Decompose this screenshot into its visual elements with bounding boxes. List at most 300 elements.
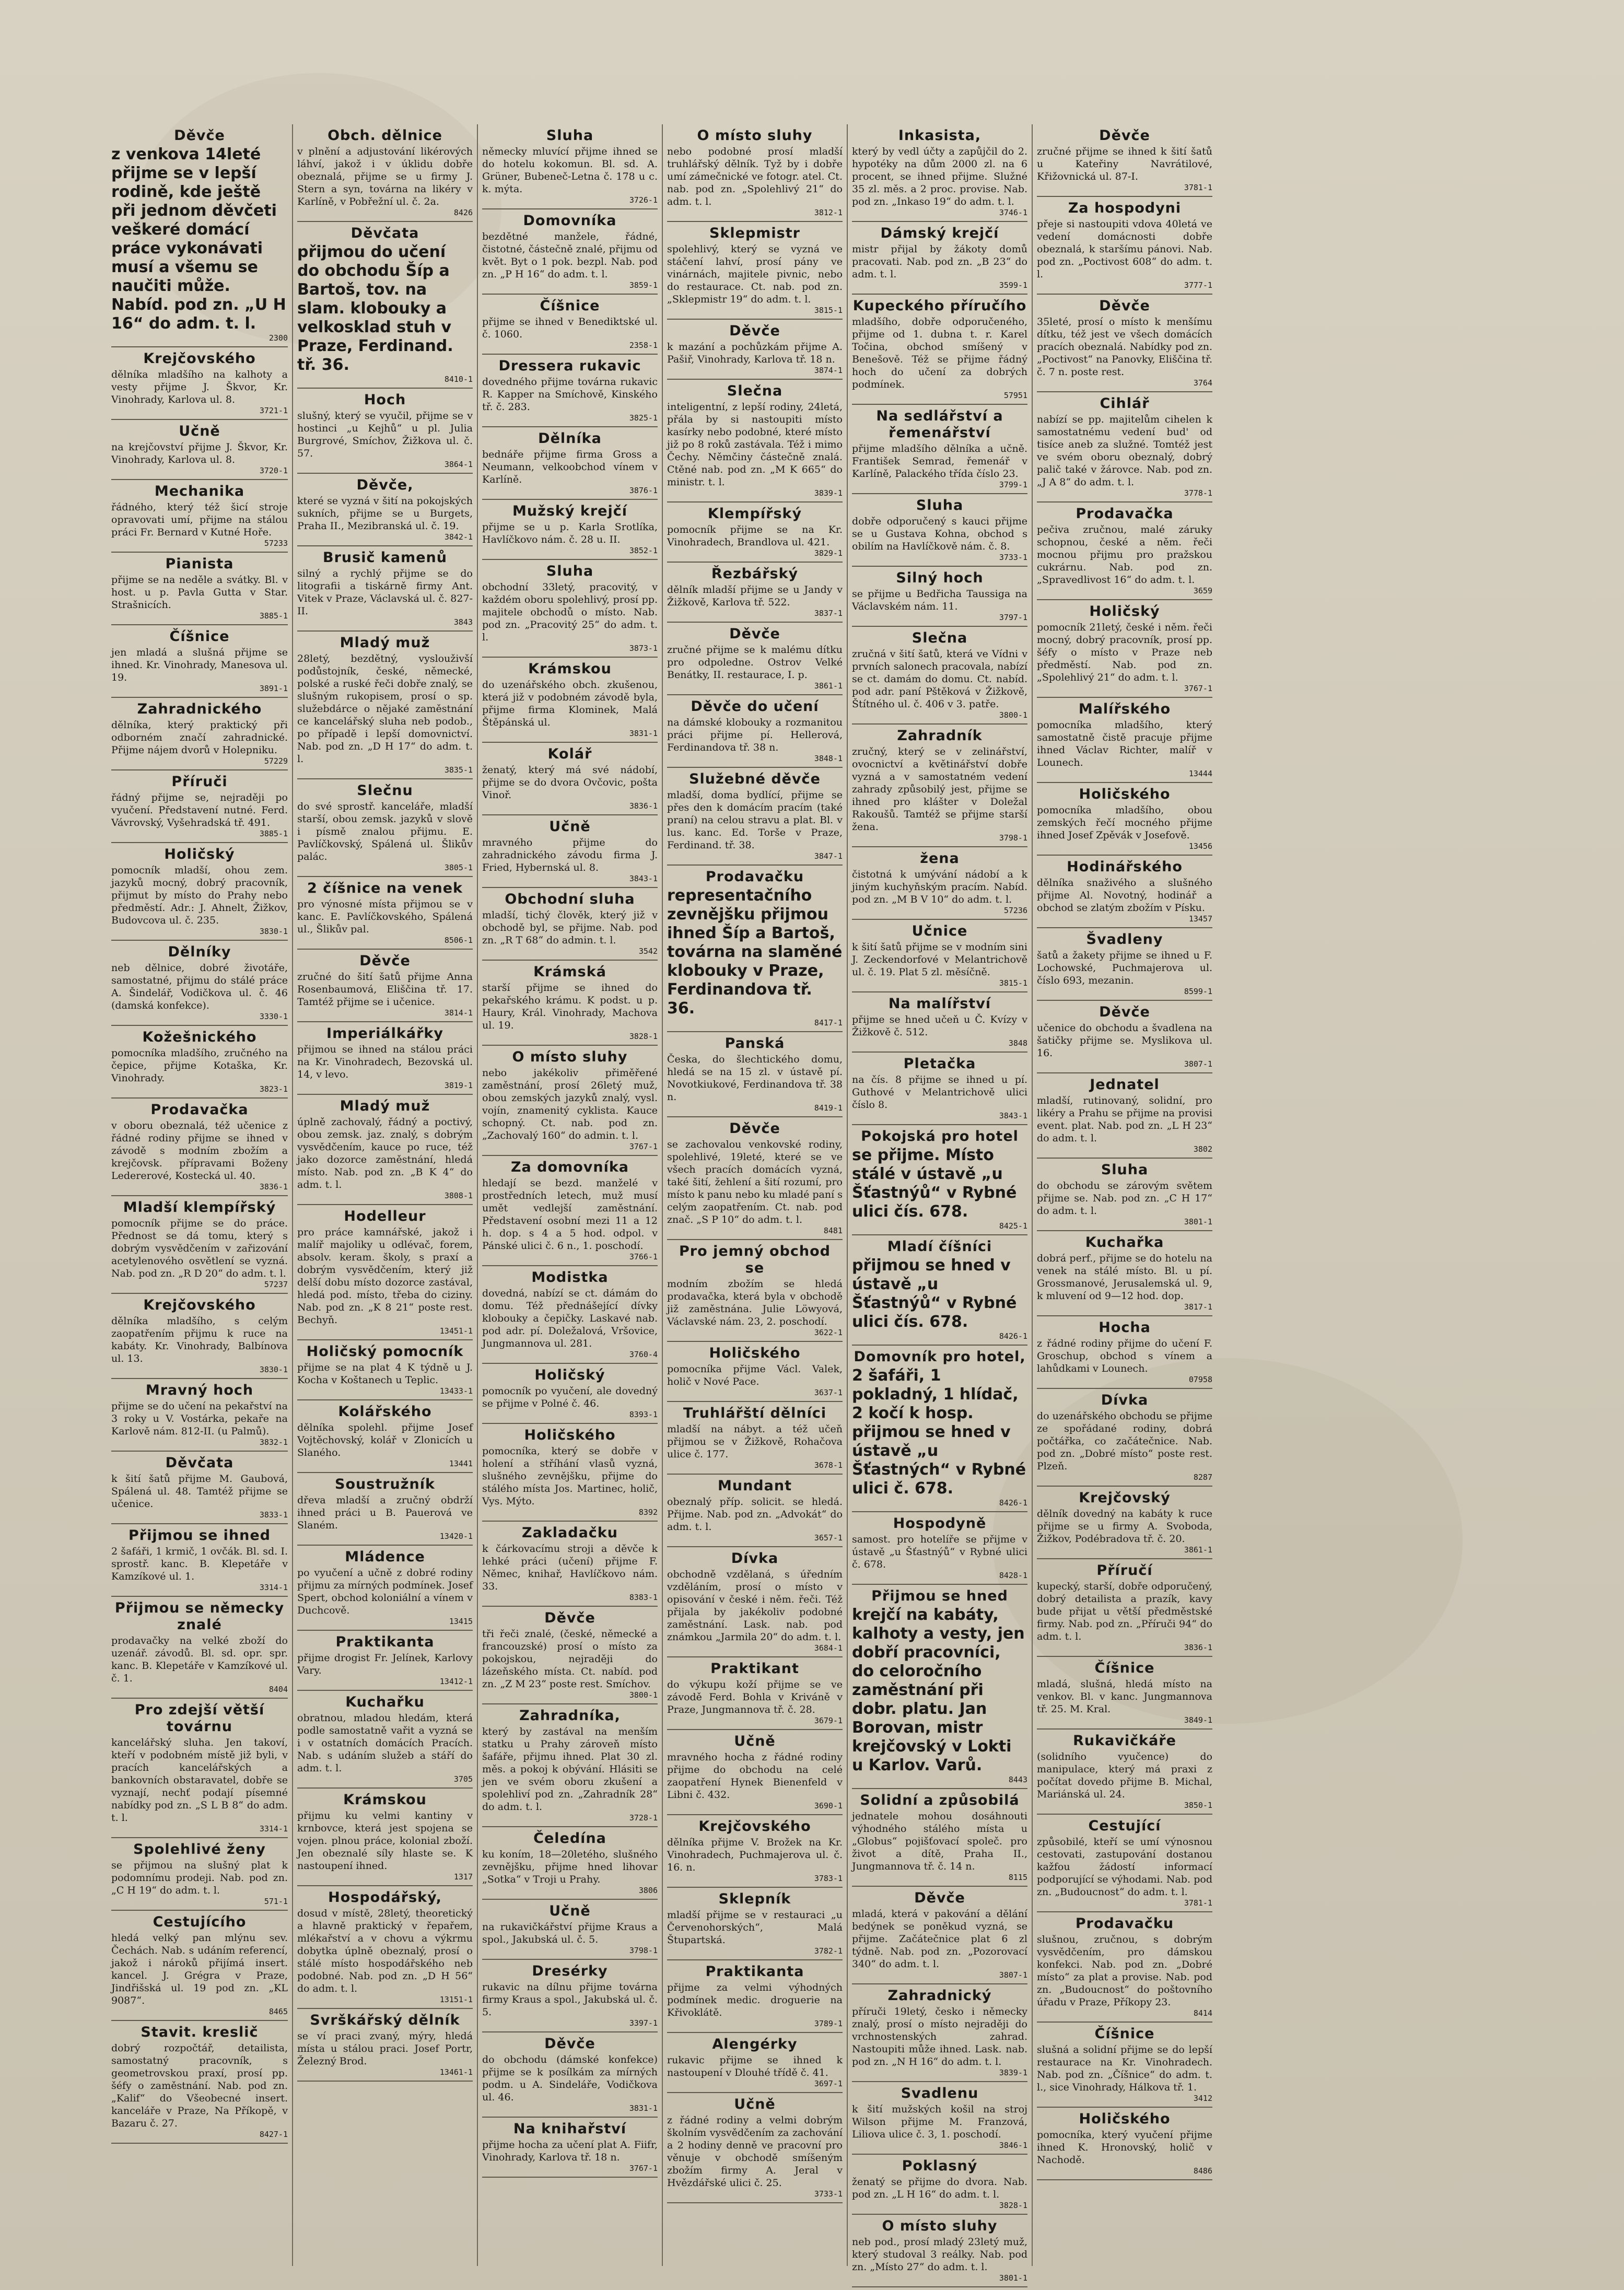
ad-code: 3733-1 [814,2189,843,2199]
ad-heading: Dělníky [168,944,231,960]
classified-ad [1037,1912,1212,2023]
ad-code: 3782-1 [814,1946,843,1956]
classified-ad [297,1205,473,1340]
ad-code: 3778-1 [1184,488,1212,498]
ad-body: slušnou, zručnou, s dobrým vysvědčením, pro dámskou konfekci. Nab. pod zn. „Dobré místo“ za plat a provise. Nab. pod zn. „Budoucnost“ do poštovního úřadu v Praze, Příkopy 23. [1037,1934,1212,2008]
ad-heading: Děvče [729,323,780,339]
ad-heading: Prodavačku [1075,1915,1174,1932]
ad-code: 3815-1 [814,306,843,315]
ad-body: dělníka mladšího na kalhoty a vesty přijme J. Škvor, Kr. Vinohrady, Karlova ul. 8. [111,369,288,405]
ad-body: tři řeči znalé, (české, německé a francouzské) prosí o místo za pokojskou, nejraději do lázeňského místa. Ct. nabíd. pod zn. „Z M 23“ poste rest. Smíchov. [482,1628,658,1690]
ad-heading: Mladý muž [340,1098,430,1114]
ad-heading: Holičský pomocník [306,1343,464,1360]
ad-body: kupecký, starší, dobře odporučený, dobrý detailista a prazík, kavy bude přijat u větší předměstské firmy. Nab. pod zn. „Příruči 94“ do adm. t. l. [1037,1581,1212,1642]
classified-ad [482,2118,658,2178]
ad-code: 3314-1 [259,1583,288,1592]
ad-code: 8393-1 [629,1410,658,1419]
classified-ad [1037,1316,1212,1389]
ad-heading: Prodavačka [1076,506,1174,522]
ad-code: 3599-1 [999,281,1027,290]
classified-ad [1037,1159,1212,1231]
classified-ad [482,1156,658,1266]
ad-body: samost. pro hotelíře se přijme v ústavě „u Šťastnýů“ v Rybné ulici č. 678. [852,1534,1027,1570]
classified-ad [111,347,288,420]
ad-code: 3802 [1193,1144,1212,1154]
classified-ad [852,222,1027,295]
ad-code: 13451-1 [439,1326,473,1336]
classified-ad [852,295,1027,405]
ad-code: 3833-1 [259,1510,288,1520]
ad-heading: Holičský [534,1367,605,1383]
classified-ad [667,222,843,320]
ad-heading: Modistka [531,1269,609,1286]
ad-code: 57233 [264,539,288,548]
classified-ad [111,1597,288,1699]
ad-body: prodavačky na velké zboží do uzenář. závodů. Bl. sd. opr. spr. kanc. B. Klepetáře v Kamzíkové ul. č. 1. [111,1635,288,1684]
ad-heading: Zahradník [897,728,983,744]
ad-code: 2358-1 [629,341,658,350]
classified-ad [852,2215,1027,2287]
ad-heading: Mladý muž [340,635,430,651]
ad-body: který by vedl účty a zapůjčil do 2. hypotéky na dům 2000 zl. na 6 procent, se ihned přijme. Služné 35 zl. měs. a 2 proc. provise. Nab. pod zn. „Inkaso 19“ do adm. t. l. [852,146,1027,207]
ad-body: do uzenářského obch. zkušenou, která již v podobném závodě byla, přijme firma Klominek, Malá Štěpánská ul. [482,679,658,728]
classified-ad [1037,1730,1212,1815]
ad-body: nabízí se pp. majitelům cihelen k samostatnému vedení bud' od tisíce aneb za služné. Tomtéž jest ve svém oboru obeznalý, dobrý palič také v žárovce. Nab. pod zn. „J A 8“ do adm. t. l. [1037,414,1212,488]
ad-code: 3720-1 [259,466,288,475]
classified-ad [297,950,473,1022]
ad-body: ženatý, který má své nádobí, přijme se do dvora Ovčovic, pošta Vinoř. [482,764,658,801]
ad-code: 3839-1 [814,488,843,498]
ad-heading: Praktikanta [705,1964,804,1980]
ad-code: 3746-1 [999,208,1027,217]
ad-heading: Hocha [1099,1319,1151,1336]
ad-code: 3831-1 [629,2104,658,2113]
ad-body: se přijme u Bedřicha Taussiga na Václavském nám. 11. [852,588,1027,612]
ad-heading: žena [920,850,960,867]
ad-heading: Soustružník [335,1476,435,1492]
ad-code: 13461-1 [439,2067,473,2077]
ad-code: 3783-1 [814,1874,843,1883]
ad-body: přijme se na neděle a svátky. Bl. v host. u p. Pavla Gutta v Star. Strašnicích. [111,574,288,611]
classified-ad [667,1730,843,1815]
ad-heading: Obchodní sluha [505,891,635,907]
ad-heading: Sluha [916,497,964,513]
ad-heading: Dresérky [532,1963,608,1979]
ad-heading: Děvče [1099,298,1150,314]
ad-body: příruči 19letý, česko i německy znalý, prosí o místo nejraději do vrchnostenských zahrad. Nastoupiti může ihned. Lask. nab. pod zn. „N H 16“ do adm. t. l. [852,2006,1027,2067]
ad-heading: Pro jemný obchod se [679,1243,831,1276]
ad-code: 3846-1 [999,2141,1027,2150]
classified-ad [111,1452,288,1524]
ad-heading: Jednatel [1090,1077,1160,1093]
ad-code: 3836-1 [629,801,658,811]
ad-body: dřeva mladší a zručný obdrží ihned práci u B. Pauerová ve Slaném. [297,1494,473,1531]
classified-ad [111,770,288,843]
ad-body: přijmu ku velmi kantiny v krnbovce, která jest spojena se vojen. plnou práce, kolonial zboží. Jen obeznalé síly hlaste se. K nastoupení ihned. [297,1810,473,1872]
ad-heading: Učně [734,2096,776,2112]
ad-code: 3828-1 [629,1032,658,1041]
ad-code: 3814-1 [444,1008,473,1018]
ad-body: dovedná, nabízí se ct. dámám do domu. Též přednášející dívky klobouky a čepičky. Laskavé nab. pod adr. pí. Doležalová, Vršovice, Jungmannova ul. 281. [482,1288,658,1349]
ad-code: 3542 [638,947,658,956]
ad-body: nebo jakékoliv přiměřené zaměstnání, prosí 26letý muž, obou zemských jazyků znalý, vysl. vojín, znamenitý cyklista. Kauce schopný. Ct. nab. pod zn. „Zachovalý 160“ do admin. t. l. [482,1067,658,1141]
ad-body: dělníka spolehl. přijme Josef Vojtěchovský, kolář v Zlonicích u Slaného. [297,1422,473,1458]
ad-body: 28letý, bezdětný, vyslouživší podůstojník, české, německé, polské a ruské řeči dobře znalý, se slušným rukopisem, prosí o sp. služebdárce o nějaké zaměstnání ce kancelářský sluha neb podob., po případě i lepší domovnictví. Nab. pod zn. „D H 17“ do adm. t. l. [297,653,473,765]
ad-heading: Číšnice [1094,1660,1155,1676]
ad-heading: Mundant [718,1478,792,1494]
classified-ad [852,2082,1027,2155]
classified-ad [111,1196,288,1294]
ad-code: 3885-1 [259,611,288,621]
ad-body: zručné přijme se ihned k šití šatů u Kateřiny Navrátilové, Křižovnická ul. 87-I. [1037,146,1212,182]
ad-heading: Rukavičkáře [1073,1733,1176,1749]
classified-ad [1037,928,1212,1001]
ad-code: 13456 [1188,842,1212,851]
ad-heading: Krejčovského [143,350,256,367]
ad-code: 8287 [1193,1473,1212,1482]
ad-heading: Přijmou se hned [871,1588,1008,1604]
classified-ad [1037,2108,1212,2180]
ad-body: inteligentní, z lepší rodiny, 24letá, přála by si nastoupiti místo kasírky nebo podobné, které místo již po 8 roků zastávala. Též i mimo Čechy. Němčiny částečně znalá. Ctěné nab. pod zn. „M K 665“ do ministr. t. l. [667,401,843,488]
ad-heading: Přijmou se ihned [128,1527,271,1544]
ad-code: 8383-1 [629,1593,658,1602]
classified-ad [482,427,658,500]
ad-heading: Děvčata [165,1455,234,1471]
ad-code: 8426-1 [999,1498,1027,1508]
ad-code: 3852-1 [629,546,658,555]
ad-code: 3767-1 [629,1142,658,1151]
ad-code: 3843-1 [629,874,658,883]
ad-body: které se vyzná v šití na pokojských sukních, přijme se u Burgets, Praha II., Mezibranská ul. č. 19. [297,495,473,532]
ad-code: 3760-4 [629,1350,658,1359]
ad-code: 8426-1 [999,1331,1027,1341]
classified-ad [852,1789,1027,1887]
ad-body: k šití šatů přijme se v modním sini J. Zeckendorfové v Melantrichově ul. č. 19. Plat 5 zl. měsíčně. [852,941,1027,978]
ad-heading: Zahradnického [137,701,262,717]
ad-heading: Imperiálkářky [326,1025,443,1042]
ad-code: 3832-1 [259,1438,288,1447]
ad-heading: Holičského [524,1427,616,1443]
ad-code: 3849-1 [1184,1715,1212,1725]
ad-code: 8443 [1008,1775,1027,1784]
ad-body: který by zastával na menším statku u Prahy zároveň místo šafáře, přijmu ihned. Plat 30 zl. měs. a pokoj k obývání. Hlásiti se jen ve svém oboru zkušení a spolehliví pod zn. „Zahradník 28“ do adm. t. l. [482,1726,658,1813]
ad-body: neb dělnice, dobré životáře, samostatné, přijmu do stálé práce A. Šindelář, Vodičkova ul. č. 46 (damská konfekce). [111,962,288,1011]
ad-body: mravného přijme do zahradnického závodu firma J. Fried, Hybernská ul. 8. [482,837,658,873]
ad-body: mladšího, dobře odporučeného, přijme od 1. dubna t. r. Karel Točina, obchod smíšený v Benešově. Též se přijme řádný hoch do učení za dobrých podmínek. [852,316,1027,390]
ad-body: pro výnosné místa přijmou se v kanc. E. Pavlíčkovského, Spálená ul., Šlikův pal. [297,898,473,935]
ad-code: 3825-1 [629,413,658,423]
ad-body: dělník mladší přijme se u Jandy v Žižkově, Karlova tř. 522. [667,584,843,608]
ad-heading: Mladší klempířský [123,1199,276,1216]
ad-heading: Děvče [359,953,411,969]
ad-body: pomocník po vyučení, ale dovedný se přijme v Polné č. 46. [482,1385,658,1409]
classified-ad [111,1026,288,1099]
ad-body: k čárkovacímu stroji a děvče k lehké práci (učení) přijme F. Němec, knihař, Havlíčkovo nám. 33. [482,1543,658,1592]
ad-heading: Učně [734,1733,776,1749]
ad-body: dělník dovedný na kabáty k ruce přijme se u firmy A. Svoboda, Žižkov, Podébradova tř. č. 20. [1037,1508,1212,1545]
ad-heading: Děvče [1099,127,1150,144]
ad-code: 3843-1 [999,1111,1027,1120]
ad-heading: Kožešnického [142,1029,257,1045]
ad-body: hledá velký pan mlýnu sev. Čechách. Nab. s udáním referencí, jakož i nároků přijímá insert. kancel. J. Grégra v Praze, Jindřišská ul. 19 pod zn. „KL 9087“. [111,1932,288,2006]
classified-ad [482,355,658,427]
ad-heading: Pro zdejší větší továrnu [134,1702,265,1735]
ad-heading: Cihlář [1100,395,1150,412]
ad-code: 13412-1 [439,1677,473,1686]
ad-body: do své sprostř. kanceláře, mladší starší, obou zemsk. jazyků v slově i písmě znalou přijmu. E. Pavlíčkovský, Spálená ul. Šlikův palác. [297,801,473,862]
ad-heading: Děvče [544,1610,595,1626]
classified-ad [667,2093,843,2203]
classified-ad [1037,1231,1212,1316]
ad-heading: Holičského [1079,2111,1171,2127]
ad-body: řádný přijme se, nejraději po vyučení. Představení nutné. Ferd. Vávrovský, Vyšehradská tř. 491. [111,792,288,828]
classified-ad [1037,1487,1212,1559]
ad-code: 8428-1 [999,1571,1027,1580]
classified-ad [852,627,1027,725]
ad-heading: Zakladačku [522,1525,618,1541]
classified-ad [852,1125,1027,1235]
ad-heading: Děvče [914,1890,965,1906]
ad-heading: Mladí číšníci [887,1239,992,1255]
classified-ad [667,2033,843,2093]
ad-heading: Učně [179,423,220,439]
ad-code: 3799-1 [999,480,1027,489]
ad-heading: Klempířský [707,506,802,522]
ad-code: 3789-1 [814,2019,843,2028]
ad-code: 13415 [449,1617,473,1626]
ad-code: 3801-1 [999,2273,1027,2283]
ad-code: 3637-1 [814,1388,843,1397]
classified-ad [667,503,843,563]
ad-body: zručné přijme se k malému dítku pro odpoledne. Ostrov Velké Benátky, II. restaurace, I. p. [667,644,843,681]
ad-code: 8115 [1008,1873,1027,1882]
ad-body: způsobilé, kteří se umí výnosnou cestovati, zastupování dostanou kažfou žádostí informací podporující se výhodami. Nab. pod zn. „Budoucnost“ do adm. t. l. [1037,1836,1212,1898]
ad-body: přijmou se hned v ústavě „u Šťastnýů“ v Rybné ulici čís. 678. [852,1256,1017,1331]
ad-code: 13433-1 [439,1386,473,1396]
classified-ad [111,941,288,1026]
ad-code: 8417-1 [814,1018,843,1027]
ad-heading: Za domovníka [510,1159,629,1175]
ad-body: přijme mladšího dělníka a učně. František Semrad, řemenář v Karlíně, Palackého třída číslo 23. [852,443,1027,480]
ad-body: se zachovalou venkovské rodiny, spolehlivé, 19leté, které se ve všech pracích domácích vyzná, také šití, žehlení a šití rozumí, pro místo k panu nebo ku mladé paní s celým zaopatřením. Ct. nab. pod znač. „S P 10“ do adm. t. l. [667,1139,843,1225]
ad-body: representačního zevnějšku přijmou ihned Šíp a Bartoš, továrna na slaměné klobouky v Praze, Ferdinandova tř. 36. [667,886,843,1018]
classified-ad [482,500,658,560]
ad-heading: Hospodářský, [328,1889,442,1906]
ad-body: jednatele mohou dosáhnouti výhodného stálého místa u „Globus“ pojišťovací společ. pro život a dítě, Praha II., Jungmannova tř. č. 14 n. [852,1810,1027,1872]
ad-heading: Dělníka [538,430,602,447]
ad-column [1032,124,1217,2266]
ad-code: 8599-1 [1184,987,1212,996]
ad-body: mladá, slušná, hledá místo na venkov. Bl. v kanc. Jungmannova tř. 25. M. Kral. [1037,1678,1212,1715]
ad-heading: Krámskou [343,1792,427,1808]
classified-ad [297,1022,473,1095]
ad-body: do obchodu (dámské konfekce) přijme se k posílkám za mírných podm. u A. Sindeláře, Vodičkova ul. 46. [482,2054,658,2103]
ad-body: k šití mužských košil na stroj Wilson přijme M. Franzová, Liliova ulice č. 3, 1. poschodí. [852,2104,1027,2140]
classified-ad [111,1294,288,1379]
classified-ad [482,1046,658,1156]
classified-ad [1037,124,1212,197]
classified-ad [297,1886,473,2009]
ad-code: 3812-1 [814,208,843,217]
ad-body: mladší na nábyt. a též učeň přijmou se v Žižkově, Rohačova ulice č. 177. [667,1423,843,1460]
ad-body: pomocníka, který vyučení přijme ihned K. Hronovský, holič v Nachodě. [1037,2129,1212,2166]
ad-heading: Číšnice [540,298,600,314]
classified-ad [667,563,843,623]
classified-ad [297,1473,473,1546]
ad-heading: Solidní a způsobilá [860,1792,1020,1808]
ad-body: zručný, který se v zelinářství, ovocnictví a květinářství dobře vyzná a v samostatném vedení zahrady způsobilý jest, přijme se ihned pro klášter v Doležal Rakoušů. Tamtéž se přijme starší žena. [852,746,1027,833]
ad-heading: Svadlenu [901,2085,979,2101]
ad-code: 3684-1 [814,1643,843,1653]
classified-ad [1037,503,1212,600]
ad-heading: Inkasista, [898,127,982,144]
ad-body: se přijmou na slušný plat k podomnímu prodeji. Nab. pod zn. „C H 19“ do adm. t. l. [111,1860,288,1896]
ad-code: 2300 [268,333,288,343]
classified-ad [111,480,288,553]
ad-heading: Slečna [912,630,968,646]
classified-ad [111,2021,288,2144]
ad-heading: Služebné děvče [689,771,821,787]
classified-ad [667,1342,843,1402]
ad-code: 3808-1 [444,1191,473,1200]
ad-body: dobrá perf., přijme se do hotelu na venek na stálé místo. Bl. u pí. Grossmanové, Jerusalemská ul. 9, k mluvení od 9—12 hod. dop. [1037,1253,1212,1302]
ad-heading: Na malířství [888,996,991,1012]
classified-ad [111,1838,288,1911]
ad-heading: Cestující [1088,1818,1161,1834]
ad-heading: Sklepník [718,1891,791,1907]
ad-heading: Krámská [533,964,606,980]
ad-code: 3861-1 [814,681,843,691]
classified-ad [482,1827,658,1900]
ad-code: 3659 [1193,586,1212,595]
ad-body: po vyučení a učně z dobré rodiny přijmu za mírných podmínek. Josef Spert, obchod koloniální a vínem v Duchcově. [297,1567,473,1616]
ad-body: přijmou se ihned na stálou práci na Kr. Vinohradech, Bezovská ul. 14, v levo. [297,1044,473,1080]
ad-body: přijme drogist Fr. Jelínek, Karlovy Vary. [297,1652,473,1676]
ad-heading: Děvče, [356,477,414,493]
classified-ad [852,992,1027,1053]
ad-body: přijme se u p. Karla Srotlíka, Havlíčkovo nám. č. 28 u. II. [482,521,658,545]
classified-ad [1037,392,1212,503]
classified-ad [482,124,658,209]
ad-code: 3330-1 [259,1012,288,1021]
ad-body: zručné do šití šatů přijme Anna Rosenbaumová, Eliščina tř. 17. Tamtéž přijme se i učenice. [297,971,473,1008]
classified-ad [852,2155,1027,2215]
ad-heading: Slečna [727,383,783,399]
ad-code: 8427-1 [259,2130,288,2139]
classified-ad [482,1364,658,1424]
ad-code: 3829-1 [814,548,843,558]
classified-ad [667,1815,843,1888]
classified-ad [297,222,473,389]
classified-ad [297,632,473,779]
ad-code: 3848-1 [814,754,843,763]
ad-code: 3839-1 [999,2068,1027,2077]
ad-column [107,124,292,2266]
classified-ad [852,1585,1027,1789]
ad-code: 3728-1 [629,1813,658,1822]
classified-ad [852,1887,1027,1984]
ad-body: 35leté, prosí o místo k menšímu dítku, též jest ve všech domácích pracích obeznalá. Nabídky pod zn. „Poctivost“ na Panovky, Eliščina tř. č. 7 n. poste rest. [1037,316,1212,378]
ad-heading: Děvče do učení [691,698,819,715]
ad-heading: Sklepmistr [709,225,800,241]
ad-body: mistr přijal by žákoty domů pracovati. Nab. pod zn. „B 23“ do adm. t. l. [852,243,1027,280]
ad-code: 13420-1 [439,1532,473,1541]
ad-code: 3801-1 [1184,1217,1212,1226]
ad-code: 3798-1 [629,1946,658,1955]
ad-code: 3690-1 [814,1801,843,1810]
ad-body: přijme se do učení na pekařství na 3 roky u V. Vostárka, pekaře na Karlově nám. 812-II. (u Palmů). [111,1400,288,1437]
ad-body: dělníka snaživého a slušného přijme Al. Novotný, hodinář a obchod se zlatým zbožím v Písku. [1037,877,1212,914]
classified-ad [1037,197,1212,295]
ad-body: krejčí na kabáty, kalhoty a vesty, jen dobří pracovníci, do celoročního zaměstnání při dobr. platu. Jan Borovan, mistr krejčovský v Lokti u Karlov. Varů. [852,1606,1025,1774]
ad-code: 13457 [1188,914,1212,924]
ad-code: 3797-1 [999,613,1027,622]
ad-column [847,124,1032,2283]
ad-heading: Alengérky [712,2036,798,2052]
ad-code: 3830-1 [259,927,288,936]
classified-ad [852,1512,1027,1585]
classified-ad [852,725,1027,847]
ad-body: jen mladá a slušná přijme se ihned. Kr. Vinohrady, Manesova ul. 19. [111,647,288,683]
classified-ad [111,625,288,698]
classified-ad [297,124,473,222]
classified-ad [1037,1001,1212,1073]
ad-body: mladá, která v pakování a dělání bedýnek se poněkud vyzná, se přijme. Začátečnice plat 6 zl týdně. Nab. pod zn. „Pozorovací 340“ do adm. t. l. [852,1908,1027,1970]
ad-heading: Kolářského [338,1404,432,1420]
ad-body: čistotná k umývání nádobí a k jiným kuchyňským pracím. Nabíd. pod zn. „M B V 10“ do adm. t. l. [852,869,1027,905]
ad-body: pomocník mladší, ohou zem. jazyků mocný, dobrý pracovník, přijmut by místo do Prahy nebo předměstí. Adr.: J. Ahnelt, Žižkov, Budovcova ul. č. 235. [111,864,288,926]
classified-ad [667,320,843,380]
ad-body: pomocník přijme se na Kr. Vinohradech, Brandlova ul. 421. [667,524,843,548]
ad-code: 3831-1 [629,729,658,738]
ad-body: v plnění a adjustování likérových láhví, jakož i v úklidu dobře obeznalá, přijme se u firmy J. Stern a syn, továrna na likéry v Karlíně, v Pobřežní ul. č. 2a. [297,146,473,207]
ad-code: 3679-1 [814,1716,843,1725]
classified-ad [667,124,843,222]
ad-body: spolehlivý, který se vyzná ve stáčení lahví, prosí pány ve vinárnách, majitele pivnic, nebo do restaurace. Ct. nab. pod zn. „Sklepmistr 19“ do adm. t. l. [667,243,843,305]
ad-heading: Sluha [546,563,594,579]
ad-body: pomocníka mladšího, zručného na čepice, přijme Kotaška, Kr. Vinohrady. [111,1047,288,1084]
ad-body: přijme za velmi výhodných podmínek medic. droguerie na Křivoklátě. [667,1982,843,2018]
ad-code: 3843 [453,617,473,627]
ad-code: 3726-1 [629,195,658,205]
ad-body: obeznalý příp. solicit. se hledá. Přijme. Nab. pod zn. „Advokát“ do adm. t. l. [667,1496,843,1533]
classified-ad [852,405,1027,494]
ad-heading: Brusič kamenů [323,550,447,566]
ad-code: 13441 [449,1459,473,1468]
classified-ad [1037,698,1212,783]
ad-heading: Za hospodyni [1068,200,1182,216]
ad-body: mravného hocha z řádné rodiny přijme do obchodu na celé zaopatření Hynek Bienenfeld v Libni č. 432. [667,1751,843,1801]
ad-body: zručná v šití šatů, která ve Vídni v prvních salonech pracovala, nabízí se ct. damám do domu. Ct. nabíd. pod adr. paní Pštěková v Žižkově, Štítného ul. č. 406 v 3. patře. [852,648,1027,710]
ad-heading: Hospodyně [893,1515,987,1532]
ad-body: dělníka mladšího, s celým zaopatřením přijmu k ruce na kabáty. Kr. Vinohrady, Balbínova ul. 13. [111,1315,288,1364]
ad-body: šatů a žakety přijme se ihned u F. Lochowské, Puchmajerova ul. číslo 693, mezanin. [1037,950,1212,986]
ad-body: do uzenářského obchodu se přijme ze spořádané rodiny, dobrá počtářka, co začátečnice. Nab. pod zn. „Dobré místo“ poste rest. Plzeň. [1037,1410,1212,1472]
classified-ad [482,295,658,355]
ad-heading: Zahradnický [887,1988,992,2004]
ad-body: pomocníka přijme Václ. Valek, holič v Nové Pace. [667,1363,843,1387]
ad-heading: Praktikanta [335,1634,435,1650]
ad-body: přijme se hned učeň u Č. Kvízy v Žižkově č. 512. [852,1014,1027,1038]
ad-body: starší přijme se ihned do pekařského krámu. K podst. u p. Haury, Král. Vinohrady, Machova ul. 19. [482,982,658,1031]
classified-ad [111,698,288,770]
ad-code: 3861-1 [1184,1545,1212,1555]
ad-column [662,124,847,2266]
ad-code: 3876-1 [629,486,658,495]
ad-code: 3819-1 [444,1081,473,1090]
classified-ad [667,623,843,695]
ad-body: mladší, doma bydlící, přijme se přes den k domácím pracím (také praní) na celou stravu a plat. Bl. v lus. kanc. Ed. Torše v Praze, Ferdinand. tř. 38. [667,789,843,851]
